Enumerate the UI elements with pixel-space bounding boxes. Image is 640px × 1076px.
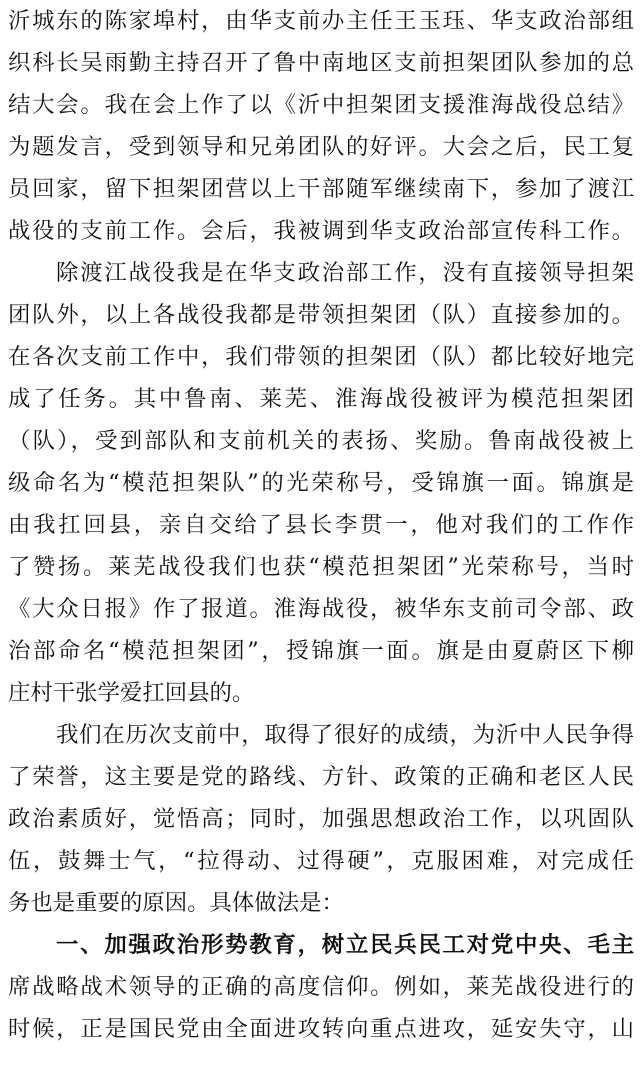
text-line: 了赞扬。莱芜战役我们也获“模范担架团”光荣称号，当时 (8, 554, 634, 580)
text-line: 织科长吴雨勤主持召开了鲁中南地区支前担架团队参加的总 (8, 50, 634, 76)
text-line: 席战略战术领导的正确的高度信仰。例如，莱芜战役进行的 (8, 974, 634, 1000)
text-line: 沂城东的陈家埠村，由华支前办主任王玉珏、华支政治部组 (8, 8, 634, 34)
text-line: 员回家，留下担架团营以上干部随军继续南下，参加了渡江 (8, 176, 634, 202)
text-line: 成了任务。其中鲁南、莱芜、淮海战役被评为模范担架团 (8, 386, 634, 412)
text-line: 庄村干张学爱扛回县的。 (8, 680, 255, 706)
text-line: 为题发言，受到领导和兄弟团队的好评。大会之后，民工复 (8, 134, 634, 160)
paragraph-2 (8, 252, 634, 714)
text-line: 战役的支前工作。会后，我被调到华支政治部宣传科工作。 (8, 218, 634, 244)
text-line: 务也是重要的原因。具体做法是： (8, 890, 344, 916)
text-line: 我们在历次支前中，取得了很好的成绩，为沂中人民争得 (56, 722, 634, 748)
paragraph-4 (8, 924, 634, 1050)
text-line: 时候，正是国民党由全面进攻转向重点进攻，延安失守，山 (8, 1016, 634, 1042)
text-line: 级命名为“模范担架队”的光荣称号，受锦旗一面。锦旗是 (8, 470, 634, 496)
text-line: 治部命名“模范担架团”，授锦旗一面。旗是由夏蔚区下柳 (8, 638, 634, 664)
text-line: 伍，鼓舞士气，“拉得动、过得硬”，克服困难，对完成任 (8, 848, 634, 874)
paragraph-3 (8, 714, 634, 924)
text-line: 政治素质好，觉悟高；同时，加强思想政治工作，以巩固队 (8, 806, 634, 832)
document-page (8, 0, 634, 1050)
text-line: 《大众日报》作了报道。淮海战役，被华东支前司令部、政 (8, 596, 634, 622)
text-line: 了荣誉，这主要是党的路线、方针、政策的正确和老区人民 (8, 764, 634, 790)
text-line: 在各次支前工作中，我们带领的担架团（队）都比较好地完 (8, 344, 634, 370)
text-line: 由我扛回县，亲自交给了县长李贯一，他对我们的工作作 (8, 512, 634, 538)
text-line: 团队外，以上各战役我都是带领担架团（队）直接参加的。 (8, 302, 634, 328)
paragraph-1 (8, 0, 634, 252)
text-line: 一、加强政治形势教育，树立民兵民工对党中央、毛主 (56, 932, 634, 958)
text-line: 结大会。我在会上作了以《沂中担架团支援淮海战役总结》 (8, 92, 634, 118)
text-line: 除渡江战役我是在华支政治部工作，没有直接领导担架 (56, 260, 634, 286)
text-line: （队），受到部队和支前机关的表扬、奖励。鲁南战役被上 (8, 428, 634, 454)
